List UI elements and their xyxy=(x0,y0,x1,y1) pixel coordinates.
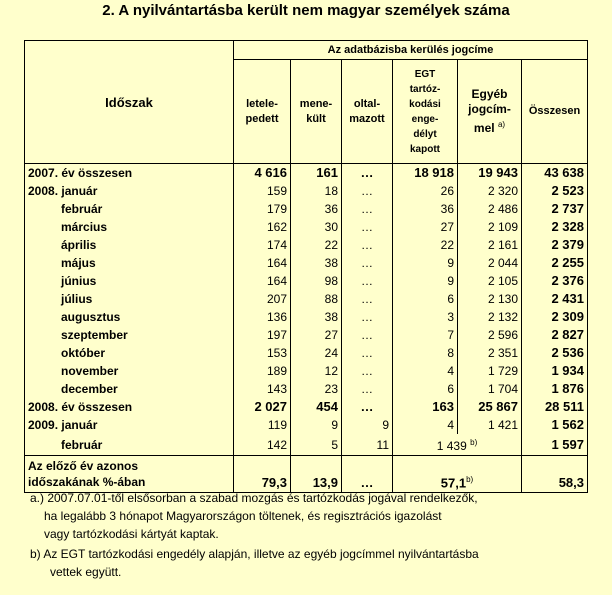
table-row xyxy=(25,326,588,344)
table-row xyxy=(25,272,588,290)
cell-value: 207 xyxy=(234,290,291,308)
table-row xyxy=(25,290,588,308)
cell-value: 5 xyxy=(291,434,342,456)
cell-value: 136 xyxy=(234,308,291,326)
col-header-line: oltal- xyxy=(353,97,381,110)
cell-value: 4 xyxy=(393,362,458,380)
cell-value: 2 027 xyxy=(234,398,291,416)
cell-value: 38 xyxy=(291,254,342,272)
table-row xyxy=(25,218,588,236)
cell-value: 30 xyxy=(291,218,342,236)
cell-value: 9 xyxy=(393,272,458,290)
col-header-osszesen xyxy=(522,60,588,164)
cell-value: … xyxy=(342,218,393,236)
cell-value: 3 xyxy=(393,308,458,326)
cell-value: 88 xyxy=(291,290,342,308)
cell-value: … xyxy=(342,182,393,200)
footnote-ref-a: a) xyxy=(497,120,506,129)
row-label: július xyxy=(25,290,234,308)
cell-value: … xyxy=(342,272,393,290)
cell-value: 18 918 xyxy=(393,164,458,183)
cell-value: 2 320 xyxy=(458,182,522,200)
cell-value: 36 xyxy=(393,200,458,218)
cell-value: 98 xyxy=(291,272,342,290)
table-row xyxy=(25,200,588,218)
cell-value: 2 596 xyxy=(458,326,522,344)
cell-value: 197 xyxy=(234,326,291,344)
cell-value: 1 421 xyxy=(458,416,522,434)
table-row xyxy=(25,182,588,200)
col-header-line: tartóz- xyxy=(409,83,441,95)
col-header-egt xyxy=(393,60,458,164)
table-row-pct xyxy=(25,456,588,493)
merged-value: 57,1 xyxy=(440,475,467,490)
group-header: Az adatbázisba kerülés jogcíme xyxy=(234,41,588,60)
row-label: augusztus xyxy=(25,308,234,326)
table-row xyxy=(25,308,588,326)
row-label: február xyxy=(25,200,234,218)
footnote-a-line: vagy tartózkodási kártyát kaptak. xyxy=(44,527,219,541)
cell-value: 79,3 xyxy=(234,456,291,493)
row-label: szeptember xyxy=(25,326,234,344)
col-header-egyeb xyxy=(458,60,522,164)
cell-value: … xyxy=(342,362,393,380)
cell-value: 2 109 xyxy=(458,218,522,236)
col-header-line: letele- xyxy=(246,97,278,110)
cell-value: … xyxy=(342,254,393,272)
cell-value: 119 xyxy=(234,416,291,434)
cell-value: 22 xyxy=(393,236,458,254)
cell-total: 2 431 xyxy=(522,290,588,308)
cell-total: 2 309 xyxy=(522,308,588,326)
cell-value: 13,9 xyxy=(291,456,342,493)
cell-value: 164 xyxy=(234,272,291,290)
footnote-b-line: vettek együtt. xyxy=(50,565,122,579)
table-row xyxy=(25,164,588,183)
cell-total: 1 876 xyxy=(522,380,588,398)
table-row xyxy=(25,344,588,362)
row-label: 2009. január xyxy=(25,416,234,434)
col-header-line: mene- xyxy=(299,97,333,110)
row-label: 2008. január xyxy=(25,182,234,200)
cell-value: … xyxy=(342,398,393,416)
col-header-line: pedett xyxy=(245,112,279,125)
cell-value: 4 xyxy=(393,416,458,434)
cell-value: 1 704 xyxy=(458,380,522,398)
col-header-line: mel xyxy=(473,121,495,135)
cell-value: 22 xyxy=(291,236,342,254)
cell-value: 9 xyxy=(342,416,393,434)
cell-value: 163 xyxy=(393,398,458,416)
cell-value: 174 xyxy=(234,236,291,254)
data-table xyxy=(24,40,588,493)
table-row xyxy=(25,362,588,380)
cell-value: 1 729 xyxy=(458,362,522,380)
cell-value: 9 xyxy=(291,416,342,434)
cell-value: 164 xyxy=(234,254,291,272)
table-title: 2. A nyilvántartásba került nem magyar személyek száma xyxy=(102,2,510,19)
cell-value: 143 xyxy=(234,380,291,398)
cell-total: 2 737 xyxy=(522,200,588,218)
cell-value: 24 xyxy=(291,344,342,362)
cell-total: 2 328 xyxy=(522,218,588,236)
footnotes xyxy=(30,489,590,581)
cell-value: … xyxy=(342,164,393,183)
footnote-a-line: ha legalább 3 hónapot Magyarországon töltenek, és regisztrációs igazolást xyxy=(44,509,442,523)
footnote-ref-b: b) xyxy=(470,438,478,447)
row-label: május xyxy=(25,254,234,272)
col-header-letelepedett xyxy=(234,60,291,164)
row-label: december xyxy=(25,380,234,398)
cell-value: 2 130 xyxy=(458,290,522,308)
col-header-line: Egyéb xyxy=(471,87,508,101)
table-row xyxy=(25,434,588,456)
col-header-line: EGT xyxy=(414,68,436,80)
row-label: április xyxy=(25,236,234,254)
cell-value: … xyxy=(342,456,393,493)
cell-total: 58,3 xyxy=(522,456,588,493)
cell-value: 2 105 xyxy=(458,272,522,290)
period-header: Időszak xyxy=(25,41,234,164)
cell-value: 153 xyxy=(234,344,291,362)
cell-total: 2 255 xyxy=(522,254,588,272)
col-header-line: enge- xyxy=(411,113,439,125)
row-label: 2007. év összesen xyxy=(25,164,234,183)
cell-value: 7 xyxy=(393,326,458,344)
cell-value: 2 132 xyxy=(458,308,522,326)
col-header-line: jogcím- xyxy=(468,102,511,116)
cell-value: 161 xyxy=(291,164,342,183)
cell-value: 6 xyxy=(393,380,458,398)
merged-value: 1 439 xyxy=(436,439,467,453)
cell-value: 9 xyxy=(393,254,458,272)
cell-value: … xyxy=(342,308,393,326)
cell-value: 27 xyxy=(291,326,342,344)
cell-value: 26 xyxy=(393,182,458,200)
footnote-b-line: b) Az EGT tartózkodási engedély alapján, illetve az egyéb jogcímmel nyilvántartásba xyxy=(30,547,479,561)
table-row xyxy=(25,380,588,398)
cell-value: 23 xyxy=(291,380,342,398)
cell-value: 6 xyxy=(393,290,458,308)
cell-total: 28 511 xyxy=(522,398,588,416)
row-label: 2008. év összesen xyxy=(25,398,234,416)
cell-value: 2 486 xyxy=(458,200,522,218)
cell-total: 43 638 xyxy=(522,164,588,183)
footnote-ref-b: b) xyxy=(466,474,474,484)
table-row xyxy=(25,236,588,254)
cell-total: 2 376 xyxy=(522,272,588,290)
col-header-line: kült xyxy=(306,112,326,125)
cell-value: 36 xyxy=(291,200,342,218)
cell-value: … xyxy=(342,236,393,254)
col-header-line: kodási xyxy=(409,98,441,110)
row-label xyxy=(25,456,234,493)
row-label: november xyxy=(25,362,234,380)
table-row xyxy=(25,254,588,272)
footnote-a-line: a.) 2007.07.01-től elsősorban a szabad mozgás és tartózkodás jogával rendelkezők, xyxy=(30,491,478,505)
cell-value: … xyxy=(342,326,393,344)
cell-value: 18 xyxy=(291,182,342,200)
cell-value: 162 xyxy=(234,218,291,236)
col-header-oltalmazott xyxy=(342,60,393,164)
cell-value: 189 xyxy=(234,362,291,380)
cell-value: 38 xyxy=(291,308,342,326)
cell-total: 2 536 xyxy=(522,344,588,362)
cell-value: … xyxy=(342,290,393,308)
col-header-line: délyt xyxy=(413,128,437,140)
row-label: február xyxy=(25,434,234,456)
cell-total: 1 562 xyxy=(522,416,588,434)
cell-value: 8 xyxy=(393,344,458,362)
cell-value-merged xyxy=(393,434,522,456)
col-header-line: Összesen xyxy=(528,105,581,117)
row-label: október xyxy=(25,344,234,362)
pct-label-line: Az előző év azonos xyxy=(28,459,139,473)
cell-total: 1 934 xyxy=(522,362,588,380)
table-row xyxy=(25,398,588,416)
cell-total: 2 827 xyxy=(522,326,588,344)
cell-total: 2 523 xyxy=(522,182,588,200)
cell-value: … xyxy=(342,200,393,218)
cell-value: … xyxy=(342,380,393,398)
cell-value: 2 351 xyxy=(458,344,522,362)
col-header-line: mazott xyxy=(349,112,385,125)
row-label: március xyxy=(25,218,234,236)
cell-total: 2 379 xyxy=(522,236,588,254)
row-label: június xyxy=(25,272,234,290)
table-row xyxy=(25,416,588,434)
cell-value: 159 xyxy=(234,182,291,200)
cell-value: 12 xyxy=(291,362,342,380)
cell-value: 454 xyxy=(291,398,342,416)
col-header-menekult xyxy=(291,60,342,164)
cell-value-merged xyxy=(393,456,522,493)
cell-value: 179 xyxy=(234,200,291,218)
cell-value: 142 xyxy=(234,434,291,456)
cell-value: 4 616 xyxy=(234,164,291,183)
cell-total: 1 597 xyxy=(522,434,588,456)
cell-value: 2 161 xyxy=(458,236,522,254)
cell-value: 19 943 xyxy=(458,164,522,183)
cell-value: … xyxy=(342,344,393,362)
cell-value: 27 xyxy=(393,218,458,236)
cell-value: 11 xyxy=(342,434,393,456)
col-header-line: kapott xyxy=(410,143,440,155)
pct-label-line: időszakának %-ában xyxy=(28,475,146,489)
cell-value: 25 867 xyxy=(458,398,522,416)
cell-value: 2 044 xyxy=(458,254,522,272)
